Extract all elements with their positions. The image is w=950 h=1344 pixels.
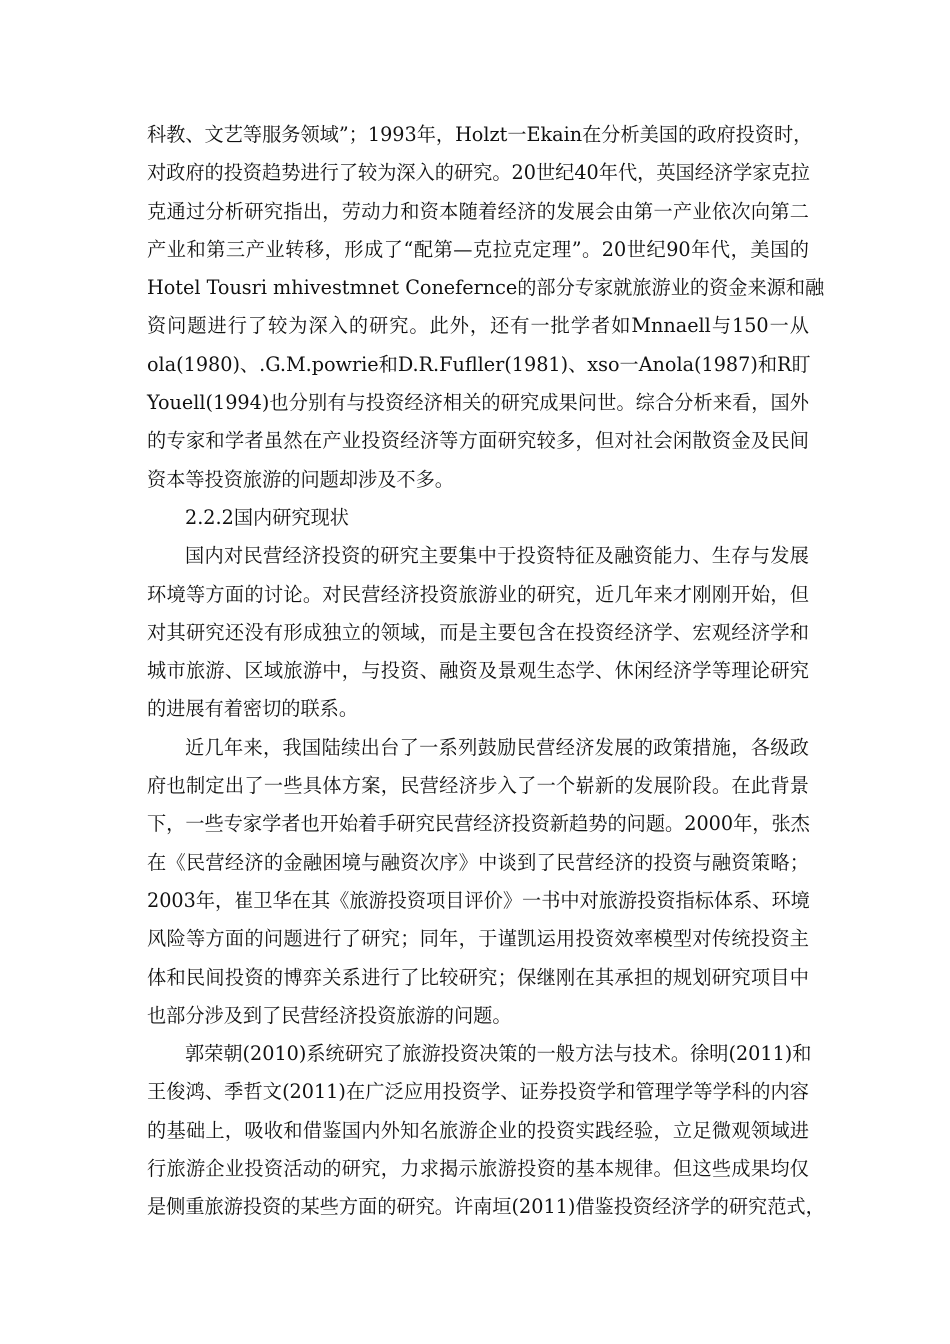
text-line: 是侧重旅游投资的某些方面的研究。许南垣(2011)借鉴投资经济学的研究范式， bbox=[147, 1195, 825, 1219]
text-line: 郭荣朝(2010)系统研究了旅游投资决策的一般方法与技术。徐明(2011)和 bbox=[185, 1042, 812, 1066]
text-line: 在《民营经济的金融困境与融资次序》中谈到了民营经济的投资与融资策略； bbox=[147, 850, 809, 874]
paragraph bbox=[147, 116, 825, 499]
text-line: ola(1980)、.G.M.powrie和D.R.Fufller(1981)、xso一Anola(1987)和R盯 bbox=[147, 352, 811, 376]
text-line: 体和民间投资的博弈关系进行了比较研究；保继刚在其承担的规划研究项目中 bbox=[147, 965, 809, 989]
text-line: 的进展有着密切的联系。 bbox=[147, 697, 359, 721]
text-line: Hotel Tousri mhivestmnet Conefernce的部分专家就旅游业的资金来源和融 bbox=[147, 276, 825, 300]
text-line: 下，一些专家学者也开始着手研究民营经济投资新趋势的问题。2000年，张杰 bbox=[147, 812, 810, 836]
text-line: 也部分涉及到了民营经济投资旅游的问题。 bbox=[147, 1003, 512, 1027]
text-line: 克通过分析研究指出，劳动力和资本随着经济的发展会由第一产业依次向第二 bbox=[147, 199, 809, 223]
paragraph bbox=[147, 537, 809, 728]
section-heading bbox=[147, 499, 809, 537]
text-line: 府也制定出了一些具体方案，民营经济步入了一个崭新的发展阶段。在此背景 bbox=[147, 774, 809, 798]
text-line: 对其研究还没有形成独立的领域，而是主要包含在投资经济学、宏观经济学和 bbox=[147, 620, 809, 644]
text-line: 行旅游企业投资活动的研究，力求揭示旅游投资的基本规律。但这些成果均仅 bbox=[147, 1157, 809, 1181]
text-line: 城市旅游、区域旅游中，与投资、融资及景观生态学、休闲经济学等理论研究 bbox=[147, 659, 809, 683]
text-line: 国内对民营经济投资的研究主要集中于投资特征及融资能力、生存与发展 bbox=[185, 544, 809, 568]
text-line: 的基础上，吸收和借鉴国内外知名旅游企业的投资实践经验，立足微观领域进 bbox=[147, 1118, 809, 1142]
paragraph bbox=[147, 1035, 825, 1226]
text-line: 近几年来，我国陆续出台了一系列鼓励民营经济发展的政策措施，各级政 bbox=[185, 735, 809, 759]
text-line: 资问题进行了较为深入的研究。此外，还有一批学者如Mnnaell与150一从 bbox=[147, 314, 809, 338]
text-line: 产业和第三产业转移，形成了“配第—克拉克定理”。20世纪90年代，美国的 bbox=[147, 237, 809, 261]
paragraph bbox=[147, 729, 809, 1035]
text-line: 2003年，崔卫华在其《旅游投资项目评价》一书中对旅游投资指标体系、环境 bbox=[147, 888, 810, 912]
text-line: 对政府的投资趋势进行了较为深入的研究。20世纪40年代，英国经济学家克拉 bbox=[147, 161, 810, 185]
text-line: Youell(1994)也分别有与投资经济相关的研究成果问世。综合分析来看，国外 bbox=[147, 391, 809, 415]
text-line: 的专家和学者虽然在产业投资经济等方面研究较多，但对社会闲散资金及民间 bbox=[147, 429, 809, 453]
document-page bbox=[147, 116, 825, 1227]
section-heading-text: 2.2.2国内研究现状 bbox=[185, 505, 349, 529]
text-line: 王俊鸿、季哲文(2011)在广泛应用投资学、证券投资学和管理学等学科的内容 bbox=[147, 1080, 809, 1104]
text-line: 风险等方面的问题进行了研究；同年，于谨凯运用投资效率模型对传统投资主 bbox=[147, 927, 809, 951]
text-line: 环境等方面的讨论。对民营经济投资旅游业的研究，近几年来才刚刚开始，但 bbox=[147, 582, 809, 606]
text-line: 科教、文艺等服务领域”；1993年，Holzt一Ekain在分析美国的政府投资时， bbox=[147, 123, 813, 146]
text-line: 资本等投资旅游的问题却涉及不多。 bbox=[147, 467, 454, 491]
